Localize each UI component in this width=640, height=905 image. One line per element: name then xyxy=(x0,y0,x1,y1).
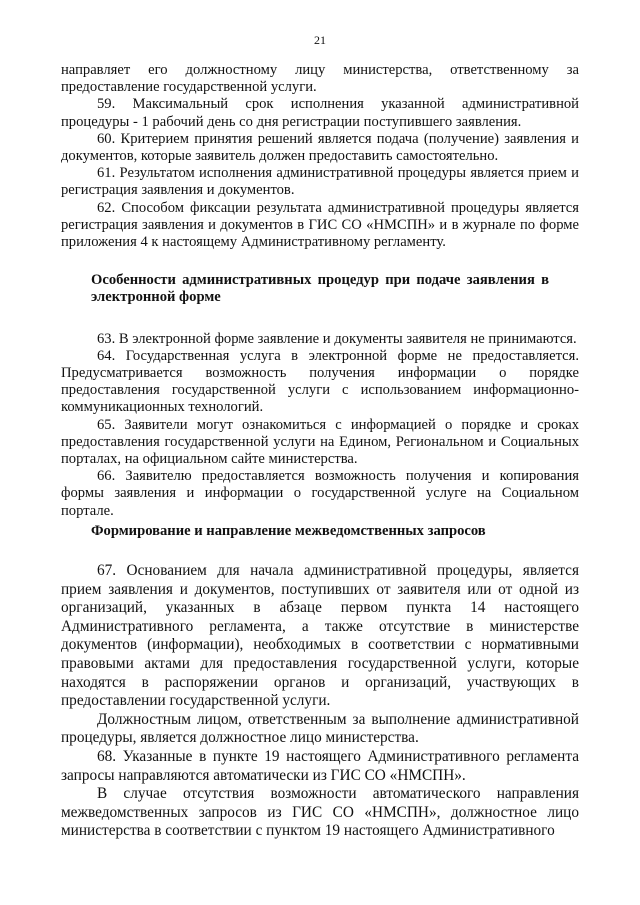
paragraph-67: 67. Основанием для начала административной процедуры, является прием заявления и документов, поступивших от заявителя или от одной из организаций, указанных в абзаце первом пункта 14 настоящего Административного регламента, а также отсутствие в министерстве документов (информации), необходимых в соответствии с нормативными правовыми актами для предоставления государственной услуги, которые находятся в распоряжении органов и организаций, участвующих в предоставлении государственной услуги. xyxy=(61,562,579,710)
document-body xyxy=(61,62,579,841)
paragraph-65: 65. Заявители могут ознакомиться с информацией о порядке и сроках предоставления государственной услуги на Едином, Региональном и Социальных порталах, на официальном сайте министерства. xyxy=(61,416,579,468)
paragraph-64: 64. Государственная услуга в электронной форме не предоставляется. Предусматривается возможность получения информации о порядке предоставления государственной услуги с использованием информационно-коммуникационных технологий. xyxy=(61,347,579,416)
paragraph-63: 63. В электронной форме заявление и документы заявителя не принимаются. xyxy=(97,330,577,347)
paragraph-59: 59. Максимальный срок исполнения указанной административной процедуры - 1 рабочий день со дня регистрации поступившего заявления. xyxy=(61,96,579,130)
paragraph-66: 66. Заявителю предоставляется возможность получения и копирования формы заявления и информации о государственной услуге на Социальном портале. xyxy=(61,468,579,519)
paragraph-68: 68. Указанные в пункте 19 настоящего Административного регламента запросы направляются автоматически из ГИС СО «НМСПН». xyxy=(61,748,579,784)
paragraph-responsible-person: Должностным лицом, ответственным за выполнение административной процедуры, является должностное лицо министерства. xyxy=(61,710,579,747)
section-heading-electronic-form: Особенности административных процедур при подаче заявления в электронной форме xyxy=(91,272,549,306)
paragraph-61: 61. Результатом исполнения административной процедуры является прием и регистрация заявления и документов. xyxy=(61,165,579,199)
paragraph-no-auto-requests: В случае отсутствия возможности автоматического направления межведомственных запросов из ГИС СО «НМСПН», должностное лицо министерства в соответствии с пунктом 19 настоящего Административного xyxy=(61,785,579,840)
page-number: 21 xyxy=(314,33,326,47)
lower-section xyxy=(61,562,579,841)
section-heading-interagency-requests: Формирование и направление межведомственных запросов xyxy=(91,522,486,539)
paragraph-continuation: направляет его должностному лицу министерства, ответственному за предоставление государственной услуги. xyxy=(61,62,579,96)
paragraph-62: 62. Способом фиксации результата административной процедуры является регистрация заявления и документов в ГИС СО «НМСПН» и в журнале по форме приложения 4 к настоящему Административному регламенту. xyxy=(61,199,579,251)
paragraph-60: 60. Критерием принятия решений является подача (получение) заявления и документов, которые заявитель должен предоставить самостоятельно. xyxy=(61,130,579,165)
